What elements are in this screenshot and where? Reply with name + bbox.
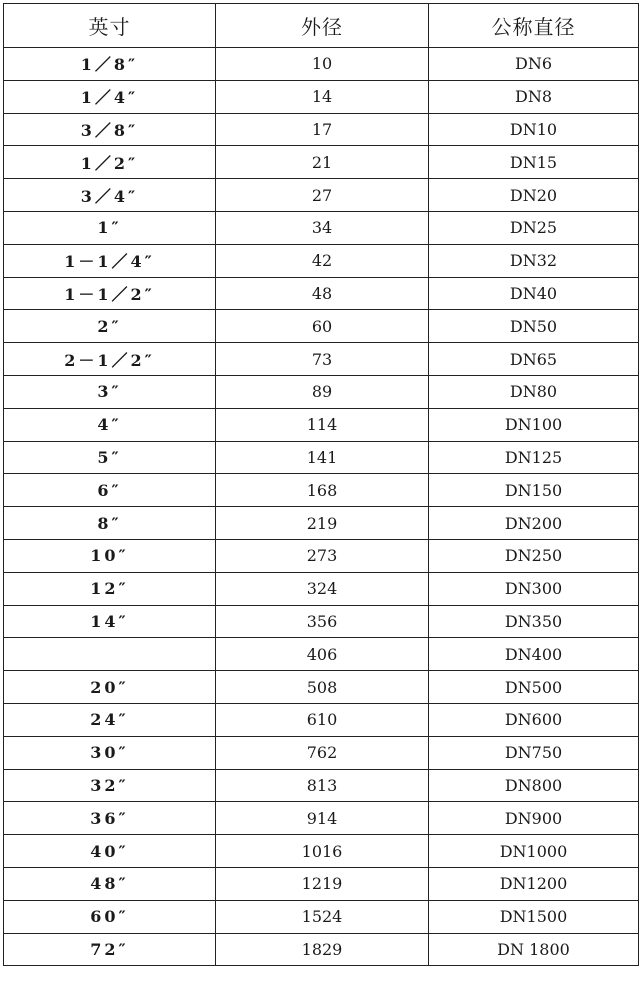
cell-outer-diameter: 34	[216, 211, 429, 244]
cell-inch: 72″	[4, 933, 216, 966]
cell-inch: 1／8″	[4, 48, 216, 81]
cell-outer-diameter: 73	[216, 343, 429, 376]
table-row	[4, 835, 639, 868]
cell-inch: 2″	[4, 310, 216, 343]
cell-nominal-diameter: DN400	[429, 638, 639, 671]
table-row	[4, 179, 639, 212]
cell-inch: 30″	[4, 736, 216, 769]
cell-inch: 1－1／2″	[4, 277, 216, 310]
cell-inch: 6″	[4, 474, 216, 507]
cell-nominal-diameter: DN350	[429, 605, 639, 638]
cell-outer-diameter: 1016	[216, 835, 429, 868]
table-row	[4, 703, 639, 736]
cell-nominal-diameter: DN200	[429, 507, 639, 540]
cell-inch: 48″	[4, 867, 216, 900]
table-row	[4, 605, 639, 638]
cell-inch: 1／4″	[4, 80, 216, 113]
table-row	[4, 343, 639, 376]
cell-nominal-diameter: DN20	[429, 179, 639, 212]
cell-inch: 3″	[4, 375, 216, 408]
cell-nominal-diameter: DN10	[429, 113, 639, 146]
cell-nominal-diameter: DN32	[429, 244, 639, 277]
cell-outer-diameter: 508	[216, 671, 429, 704]
table-row	[4, 867, 639, 900]
table-row	[4, 211, 639, 244]
cell-nominal-diameter: DN1200	[429, 867, 639, 900]
cell-nominal-diameter: DN 1800	[429, 933, 639, 966]
cell-nominal-diameter: DN40	[429, 277, 639, 310]
cell-nominal-diameter: DN25	[429, 211, 639, 244]
table-row	[4, 507, 639, 540]
cell-nominal-diameter: DN500	[429, 671, 639, 704]
table-row	[4, 539, 639, 572]
cell-nominal-diameter: DN800	[429, 769, 639, 802]
cell-outer-diameter: 27	[216, 179, 429, 212]
table-row	[4, 277, 639, 310]
cell-inch: 40″	[4, 835, 216, 868]
cell-outer-diameter: 17	[216, 113, 429, 146]
cell-inch: 60″	[4, 900, 216, 933]
cell-outer-diameter: 21	[216, 146, 429, 179]
cell-inch: 4″	[4, 408, 216, 441]
cell-inch: 36″	[4, 802, 216, 835]
cell-inch: 1／2″	[4, 146, 216, 179]
cell-inch: 14″	[4, 605, 216, 638]
cell-inch: 32″	[4, 769, 216, 802]
cell-outer-diameter: 610	[216, 703, 429, 736]
table-row	[4, 900, 639, 933]
table-row	[4, 244, 639, 277]
header-nominal-diameter: 公称直径	[429, 4, 639, 48]
cell-outer-diameter: 10	[216, 48, 429, 81]
cell-outer-diameter: 1219	[216, 867, 429, 900]
header-row	[4, 4, 639, 48]
cell-outer-diameter: 914	[216, 802, 429, 835]
cell-inch: 20″	[4, 671, 216, 704]
cell-outer-diameter: 114	[216, 408, 429, 441]
cell-outer-diameter: 14	[216, 80, 429, 113]
table-row	[4, 671, 639, 704]
cell-outer-diameter: 406	[216, 638, 429, 671]
header-outer-diameter: 外径	[216, 4, 429, 48]
table-row	[4, 113, 639, 146]
cell-inch: 10″	[4, 539, 216, 572]
cell-inch: 1－1／4″	[4, 244, 216, 277]
cell-outer-diameter: 762	[216, 736, 429, 769]
table-row	[4, 408, 639, 441]
table-row	[4, 572, 639, 605]
cell-nominal-diameter: DN65	[429, 343, 639, 376]
table-row	[4, 638, 639, 671]
table-row	[4, 474, 639, 507]
cell-outer-diameter: 1829	[216, 933, 429, 966]
cell-outer-diameter: 48	[216, 277, 429, 310]
cell-outer-diameter: 324	[216, 572, 429, 605]
cell-inch	[4, 638, 216, 671]
header-inch: 英寸	[4, 4, 216, 48]
cell-inch: 5″	[4, 441, 216, 474]
cell-outer-diameter: 219	[216, 507, 429, 540]
cell-nominal-diameter: DN600	[429, 703, 639, 736]
table-row	[4, 375, 639, 408]
table-row	[4, 769, 639, 802]
table-row	[4, 310, 639, 343]
cell-nominal-diameter: DN125	[429, 441, 639, 474]
table-body	[4, 48, 639, 966]
cell-nominal-diameter: DN150	[429, 474, 639, 507]
cell-nominal-diameter: DN100	[429, 408, 639, 441]
table-row	[4, 48, 639, 81]
cell-nominal-diameter: DN300	[429, 572, 639, 605]
cell-outer-diameter: 141	[216, 441, 429, 474]
cell-outer-diameter: 168	[216, 474, 429, 507]
cell-nominal-diameter: DN50	[429, 310, 639, 343]
cell-nominal-diameter: DN250	[429, 539, 639, 572]
cell-inch: 8″	[4, 507, 216, 540]
cell-outer-diameter: 60	[216, 310, 429, 343]
cell-nominal-diameter: DN1500	[429, 900, 639, 933]
cell-nominal-diameter: DN750	[429, 736, 639, 769]
table-row	[4, 933, 639, 966]
cell-inch: 2－1／2″	[4, 343, 216, 376]
table-row	[4, 736, 639, 769]
cell-outer-diameter: 42	[216, 244, 429, 277]
cell-inch: 3／4″	[4, 179, 216, 212]
cell-nominal-diameter: DN6	[429, 48, 639, 81]
table-row	[4, 802, 639, 835]
cell-nominal-diameter: DN8	[429, 80, 639, 113]
cell-inch: 1″	[4, 211, 216, 244]
cell-outer-diameter: 89	[216, 375, 429, 408]
cell-outer-diameter: 273	[216, 539, 429, 572]
table-row	[4, 80, 639, 113]
cell-inch: 12″	[4, 572, 216, 605]
cell-nominal-diameter: DN15	[429, 146, 639, 179]
cell-outer-diameter: 1524	[216, 900, 429, 933]
table-row	[4, 441, 639, 474]
cell-inch: 24″	[4, 703, 216, 736]
cell-nominal-diameter: DN1000	[429, 835, 639, 868]
pipe-size-table	[3, 3, 639, 966]
cell-nominal-diameter: DN900	[429, 802, 639, 835]
table-row	[4, 146, 639, 179]
cell-inch: 3／8″	[4, 113, 216, 146]
cell-outer-diameter: 813	[216, 769, 429, 802]
table-header	[4, 4, 639, 48]
cell-nominal-diameter: DN80	[429, 375, 639, 408]
cell-outer-diameter: 356	[216, 605, 429, 638]
